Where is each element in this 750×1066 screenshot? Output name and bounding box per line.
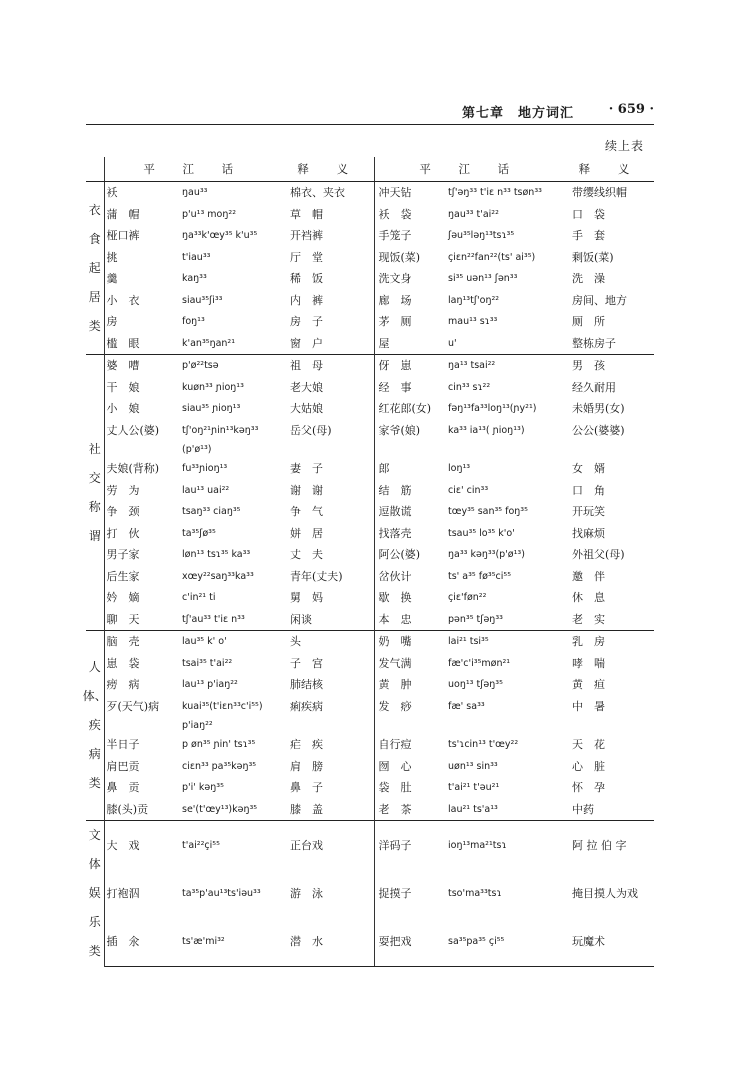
category-char: 娱 [88, 886, 101, 900]
phonetic: tso'ma³³tsɿ [448, 887, 502, 899]
category-char: 交 [88, 470, 101, 485]
meaning: 丈 夫 [290, 548, 323, 562]
phonetic: p'i' kəŋ³⁵ [182, 782, 224, 794]
dialect-word: 房 [106, 315, 118, 329]
dialect-word: 廊 场 [374, 290, 446, 312]
table-row [86, 480, 654, 502]
dialect-word: 阿公(婆) [374, 544, 446, 566]
phonetic: fəŋ¹³fa³³loŋ¹³(ɲy²¹) [448, 403, 537, 415]
meaning: 未婚男(女) [572, 402, 625, 416]
page-header [86, 96, 654, 122]
meaning: 棉衣、夹衣 [284, 182, 374, 204]
table-row [86, 420, 654, 442]
table-row [86, 501, 654, 523]
meaning: 膝 盖 [290, 802, 323, 816]
meaning: 稀 饭 [290, 272, 323, 286]
meaning: 姘 居 [290, 526, 323, 540]
continued-label: 续上表 [604, 139, 644, 153]
category-cell [86, 355, 104, 631]
meaning: 青年(丈夫) [290, 569, 343, 583]
dialect-word: 小 娘 [106, 402, 140, 416]
dialect-word: 伢 崽 [374, 355, 446, 377]
meaning: 争 气 [290, 505, 323, 519]
category-char: 起 [88, 260, 101, 275]
meaning: 老 实 [572, 612, 605, 626]
dialect-word: 膝(头)贡 [106, 802, 149, 816]
phonetic: kuøn³³ ɲioŋ¹³ [182, 381, 244, 393]
phonetic: xœy²²saŋ³³ka³³ [182, 570, 254, 582]
dialect-word: 鼻 贡 [106, 781, 140, 795]
vocabulary-table-wrapper [82, 157, 654, 967]
dialect-word: 聊 天 [106, 612, 140, 626]
phonetic: ts' a³⁵ fø³⁵ci⁵⁵ [448, 570, 512, 582]
meaning: 黄 疸 [572, 678, 605, 692]
meaning: 岳父(母) [290, 423, 332, 437]
phonetic: lau¹³ uai²² [182, 484, 230, 496]
category-char: 类 [88, 776, 101, 790]
table-row [86, 441, 654, 458]
meaning: 公公(婆婆) [572, 423, 625, 437]
dialect-word: 挑 [106, 250, 118, 264]
dialect-word: 家爷(娘) [374, 420, 446, 442]
category-char: 类 [88, 944, 101, 958]
meaning: 手 套 [572, 229, 605, 243]
dialect-word: 红花郎(女) [374, 398, 446, 420]
dialect-word: 洋码子 [374, 821, 446, 870]
dialect-word: 耍把戏 [374, 917, 446, 966]
phonetic: løn¹³ tsɿ³⁵ ka³³ [182, 549, 251, 561]
category-char: 衣 [88, 202, 101, 217]
phonetic: (p'ø¹³) [182, 444, 212, 455]
dialect-word: 发气满 [374, 653, 446, 675]
meaning: 内 裤 [290, 293, 323, 307]
table-row [86, 290, 654, 312]
meaning: 哮 喘 [572, 656, 605, 670]
phonetic: k'an³⁵ŋan²¹ [182, 337, 236, 349]
meaning: 鼻 子 [290, 781, 323, 795]
table-row [86, 869, 654, 917]
category-char: 社 [88, 441, 101, 456]
dialect-word: 歇 换 [374, 587, 446, 609]
meaning [566, 717, 654, 734]
dialect-word: 崽 袋 [106, 656, 140, 670]
meaning: 开裆裤 [290, 229, 323, 243]
category-cell [86, 821, 104, 967]
phonetic: tʃ'əŋ³³ t'iɛ n³³ tsøn³³ [446, 182, 566, 204]
phonetic: foŋ¹³ [182, 316, 205, 328]
meaning [284, 441, 374, 458]
meaning: 整栋房子 [572, 336, 616, 350]
table-row [86, 544, 654, 566]
dialect-word: 经 事 [374, 377, 446, 399]
table-row [86, 821, 654, 870]
table-row [86, 777, 654, 799]
dialect-word: 后生家 [106, 569, 140, 583]
meaning: 玩魔术 [566, 917, 654, 966]
phonetic: fu³³ɲioŋ¹³ [182, 463, 228, 475]
dialect-word: 茅 厕 [374, 311, 446, 333]
meaning: 肺结核 [290, 678, 323, 692]
dialect-word: 歹(天气)病 [106, 699, 160, 713]
phonetic: tsaŋ³³ ciaŋ³⁵ [182, 506, 241, 518]
dialect-word: 婆 嘈 [104, 355, 180, 377]
meaning: 闲谈 [290, 612, 312, 626]
meaning: 开玩笑 [572, 505, 605, 519]
phonetic: pən³⁵ tʃəŋ³³ [448, 613, 503, 625]
dialect-word: 袄 袋 [374, 204, 446, 226]
table-row [86, 333, 654, 355]
phonetic: ŋa¹³ tsai²² [446, 355, 566, 377]
phonetic: ts'ɿcin¹³ t'œy²² [448, 739, 519, 751]
meaning: 剩饭(菜) [572, 250, 614, 264]
phonetic: kuai³⁵(t'iɛn³³c'i⁵⁵) [182, 700, 263, 712]
meaning: 洗 澡 [572, 272, 605, 286]
category-char: 称 [88, 499, 101, 514]
category-char: 疾 [88, 718, 101, 732]
category-char: 谓 [88, 528, 101, 543]
header-meaning-left: 释 义 [284, 157, 374, 182]
phonetic: mau¹³ sɿ³³ [448, 316, 498, 328]
phonetic: p'ø²²tsə [180, 355, 284, 377]
meaning: 正台戏 [284, 821, 374, 870]
dialect-word: 打 伙 [106, 526, 140, 540]
vocabulary-table [82, 157, 654, 967]
phonetic: u' [448, 337, 457, 349]
meaning [566, 441, 654, 458]
category-cell [86, 182, 104, 355]
phonetic: sa³⁵pa³⁵ çi⁵⁵ [446, 917, 566, 966]
table-row [86, 674, 654, 696]
meaning: 外祖父(母) [572, 548, 625, 562]
table-header-row [86, 157, 654, 182]
meaning: 肩 膀 [290, 759, 323, 773]
meaning: 草 帽 [290, 207, 323, 221]
header-meaning-right: 释 义 [566, 157, 654, 182]
phonetic: siau³⁵ ɲioŋ¹³ [182, 403, 241, 415]
meaning: 中 暑 [572, 699, 605, 713]
page-number: · 659 · [608, 102, 654, 117]
table-row [86, 311, 654, 333]
phonetic: lau²¹ ts'a¹³ [448, 803, 498, 815]
phonetic: lau³⁵ k' o' [180, 631, 284, 653]
phonetic: tʃ'oŋ²¹ɲin¹³kəŋ³³ [182, 424, 259, 436]
phonetic: ciɛ' cin³³ [448, 484, 489, 496]
meaning: 窗 户 [290, 336, 323, 350]
dialect-word: 男子家 [106, 548, 140, 562]
dialect-word: 争 颈 [106, 505, 140, 519]
phonetic: kaŋ³³ [182, 273, 207, 285]
category-char: 乐 [88, 915, 101, 929]
phonetic: p øn³⁵ ɲin' tsɿ³⁵ [182, 739, 256, 751]
category-char: 人 [88, 660, 101, 674]
meaning: 厕 所 [572, 315, 605, 329]
dialect-word: 老 茶 [374, 799, 446, 821]
phonetic: t'iau³³ [182, 251, 211, 263]
table-row [86, 631, 654, 653]
phonetic: cin³³ sɿ²² [448, 381, 491, 393]
meaning: 舅 妈 [290, 591, 323, 605]
dialect-word: 逗散谎 [374, 501, 446, 523]
phonetic [446, 717, 566, 734]
dialect-word: 洗文身 [374, 268, 446, 290]
phonetic: p'u¹³ moŋ²² [182, 208, 237, 220]
dialect-word: 结 筋 [374, 480, 446, 502]
dialect-word: 打袍泅 [106, 886, 140, 900]
meaning: 天 花 [572, 738, 605, 752]
table-body [82, 182, 654, 967]
dialect-word [374, 441, 446, 458]
meaning: 头 [284, 631, 374, 653]
dialect-word: 冲天钻 [374, 182, 446, 204]
dialect-word: 奶 嘴 [374, 631, 446, 653]
phonetic: t'ai²²çi⁵⁵ [180, 821, 284, 870]
table-row [86, 609, 654, 631]
phonetic: ta³⁵ʃø³⁵ [182, 527, 216, 539]
dialect-word: 黄 肿 [374, 674, 446, 696]
phonetic: uoŋ¹³ tʃəŋ³⁵ [448, 679, 503, 691]
table-row [86, 696, 654, 718]
dialect-word: 袋 肚 [374, 777, 446, 799]
meaning: 妻 子 [290, 462, 323, 476]
phonetic: tœy³⁵ san³⁵ foŋ³⁵ [448, 506, 528, 518]
meaning: 怀 孕 [572, 781, 605, 795]
dialect-word: 自行痘 [374, 734, 446, 756]
dialect-word: 桠口裤 [106, 229, 140, 243]
table-row [86, 247, 654, 269]
header-dialect-left: 平 江 话 [104, 157, 284, 182]
meaning: 找麻烦 [572, 526, 605, 540]
category-cell [82, 631, 107, 821]
phonetic: p'iaŋ²² [182, 720, 213, 731]
table-row [86, 799, 654, 821]
dialect-word: 夫娘(背称) [106, 462, 160, 476]
phonetic: ŋau³³ [180, 182, 284, 204]
dialect-word: 捉摸子 [374, 869, 446, 917]
dialect-word: 现饭(菜) [374, 247, 446, 269]
table-row [86, 355, 654, 377]
meaning [284, 717, 374, 734]
category-char: 体 [88, 857, 101, 871]
table-row [86, 268, 654, 290]
meaning: 中药 [572, 802, 594, 816]
phonetic: c'in²¹ ti [182, 592, 216, 604]
category-char: 类 [88, 318, 101, 333]
phonetic: tʃ'au³³ t'iɛ n³³ [182, 613, 245, 625]
dialect-word [104, 717, 180, 734]
table-row [86, 587, 654, 609]
category-char: 文 [88, 828, 101, 842]
table-row [86, 734, 654, 756]
meaning: 祖 母 [284, 355, 374, 377]
table-row [86, 398, 654, 420]
phonetic: tsau³⁵ lo³⁵ k'o' [448, 527, 515, 539]
meaning: 痢疾病 [290, 699, 323, 713]
dialect-word: 干 娘 [106, 380, 140, 394]
meaning: 经久耐用 [572, 380, 616, 394]
dialect-word: 手笼子 [374, 225, 446, 247]
table-row [86, 458, 654, 480]
phonetic: ts'æ'mi³² [180, 917, 284, 966]
dialect-word: 岔伙计 [374, 566, 446, 588]
dialect-word: 本 忠 [374, 609, 446, 631]
phonetic: laŋ¹³tʃ'oŋ²² [448, 294, 500, 306]
meaning: 厅 堂 [290, 250, 323, 264]
phonetic: çiɛn²²fan²²(ts' ai³⁵) [448, 251, 536, 263]
meaning: 老大娘 [290, 380, 323, 394]
dialect-word: 半日子 [106, 738, 140, 752]
meaning: 男 孩 [566, 355, 654, 377]
table-row [86, 566, 654, 588]
phonetic: lau¹³ p'iaŋ²² [182, 679, 238, 691]
header-corner [86, 157, 104, 182]
meaning: 谢 谢 [290, 483, 323, 497]
meaning: 带缨线织帽 [566, 182, 654, 204]
dialect-word: 肩巴贡 [106, 759, 140, 773]
dialect-word: 羹 [106, 272, 118, 286]
meaning: 乳 房 [566, 631, 654, 653]
category-char: 体、 [82, 689, 107, 703]
dialect-word: 脑 壳 [104, 631, 180, 653]
dialect-word: 发 痧 [374, 696, 446, 718]
meaning: 房 子 [290, 315, 323, 329]
phonetic: tsai³⁵ t'ai²² [182, 657, 233, 669]
dialect-word: 插 氽 [104, 917, 180, 966]
phonetic: si³⁵ uən¹³ ʃən³³ [448, 273, 518, 285]
phonetic: ciɛn³³ pa³⁵kəŋ³⁵ [182, 760, 257, 772]
meaning: 掩目摸人为戏 [572, 886, 638, 900]
table-row [86, 756, 654, 778]
phonetic: ka³³ ia¹³( ɲioŋ¹³) [448, 424, 525, 436]
table-row [86, 377, 654, 399]
dialect-word [104, 441, 180, 458]
phonetic: ioŋ¹³ma²¹tsɿ [446, 821, 566, 870]
meaning: 潜 水 [284, 917, 374, 966]
meaning: 疟 疾 [290, 738, 323, 752]
meaning: 邀 伴 [572, 569, 605, 583]
dialect-word [374, 717, 446, 734]
dialect-word: 劳 为 [106, 483, 140, 497]
phonetic: loŋ¹³ [448, 463, 471, 475]
meaning: 子 宫 [290, 656, 323, 670]
dialect-word: 郎 [374, 458, 446, 480]
meaning: 休 息 [572, 591, 605, 605]
phonetic: uøn¹³ sin³³ [448, 760, 498, 772]
header-dialect-right: 平 江 话 [374, 157, 566, 182]
table-row [86, 225, 654, 247]
meaning: 游 泳 [290, 886, 323, 900]
phonetic: ŋau³³ t'ai²² [448, 208, 499, 220]
phonetic: ʃəu³⁵ləŋ¹³tsɿ³⁵ [448, 230, 515, 242]
table-row [86, 204, 654, 226]
meaning: 口 袋 [572, 207, 605, 221]
dialect-word: 蒲 帽 [106, 207, 140, 221]
meaning: 阿 拉 伯 字 [566, 821, 654, 870]
dialect-word: 袄 [104, 182, 180, 204]
category-char: 病 [88, 747, 101, 761]
phonetic: siau³⁵ʃi³³ [182, 294, 223, 306]
dialect-word: 囫 心 [374, 756, 446, 778]
phonetic: lai²¹ tsi³⁵ [446, 631, 566, 653]
dialect-word: 妗 嫡 [106, 591, 140, 605]
header-rule [86, 124, 654, 125]
dialect-word: 大 戏 [104, 821, 180, 870]
category-char: 食 [88, 231, 101, 246]
table-row [86, 653, 654, 675]
dialect-word: 找落壳 [374, 523, 446, 545]
dialect-word: 屋 [374, 333, 446, 355]
dialect-word: 丈人公(婆) [106, 423, 160, 437]
phonetic: ŋa³³ kəŋ³³(p'ø¹³) [448, 549, 525, 561]
phonetic: çiɛ'føn²² [448, 592, 487, 604]
table-row [86, 182, 654, 204]
phonetic: ŋa³³k'œy³⁵ k'u³⁵ [182, 230, 258, 242]
chapter-title: 第七章 地方词汇 [461, 106, 574, 121]
table-row [86, 717, 654, 734]
phonetic: ta³⁵p'au¹³ts'iəu³³ [182, 887, 261, 899]
phonetic: fæ' sa³³ [448, 700, 485, 712]
meaning: 女 婿 [572, 462, 605, 476]
dialect-word: 小 衣 [106, 293, 140, 307]
dialect-word: 槛 眼 [106, 336, 140, 350]
category-char: 居 [88, 289, 101, 304]
phonetic [446, 441, 566, 458]
phonetic: fæ'c'i³⁵møn²¹ [448, 657, 511, 669]
meaning: 心 脏 [572, 759, 605, 773]
phonetic: t'ai²¹ t'əu²¹ [448, 782, 500, 794]
table-row [86, 523, 654, 545]
meaning: 房间、地方 [572, 293, 627, 307]
meaning: 口 角 [572, 483, 605, 497]
meaning: 大姑娘 [290, 402, 323, 416]
phonetic: se'(t'œy¹³)kəŋ³⁵ [182, 803, 258, 815]
table-row [86, 917, 654, 966]
dialect-word: 痨 病 [106, 678, 140, 692]
